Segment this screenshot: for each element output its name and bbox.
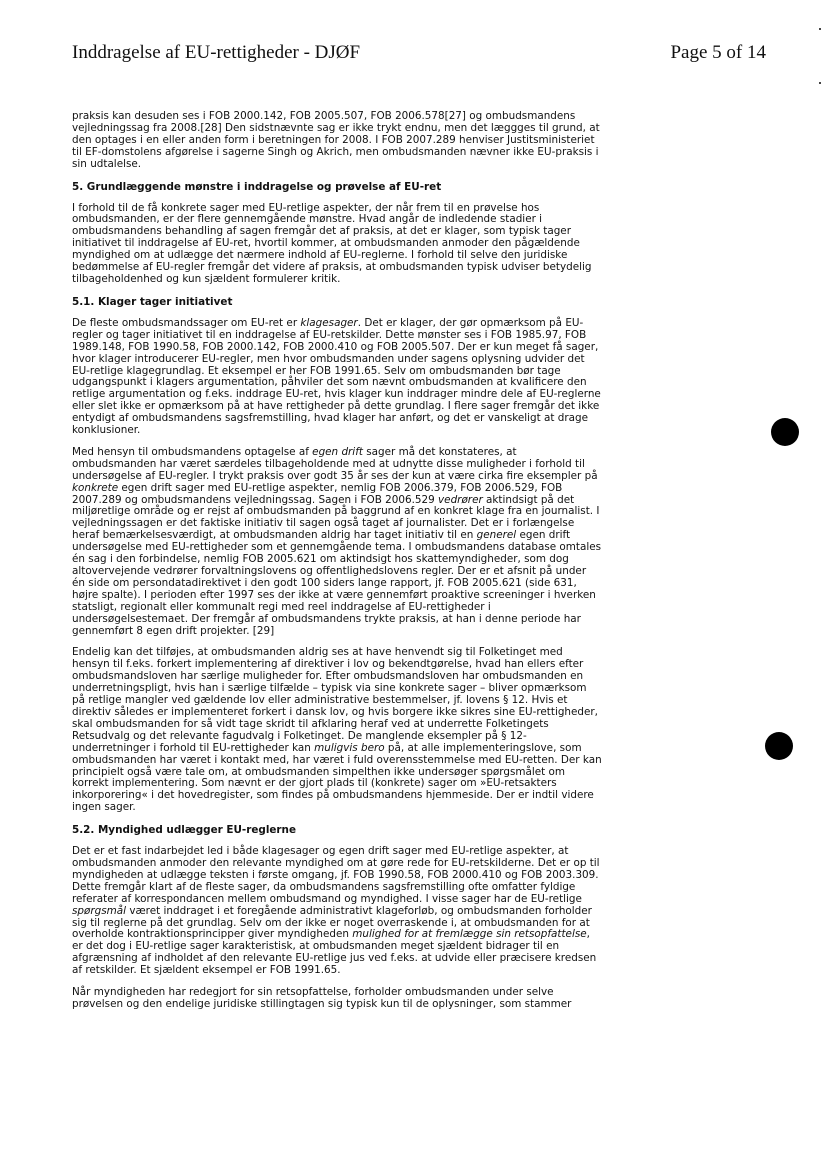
section-5-2-heading: 5.2. Myndighed udlægger EU-reglerne <box>72 824 297 837</box>
margin-punch-hole <box>765 732 793 760</box>
scan-speck <box>819 82 821 84</box>
section-5-2-paragraph-2: Når myndigheden har redegjort for sin retsopfattelse, forholder ombudsmanden under selve prøvelsen og den endelige juridiske stillingtagen sig typisk kun til de oplysninger, som stammer <box>72 986 572 1010</box>
section-5-paragraph: I forhold til de få konkrete sager med EU-retlige aspekter, der når frem til en prøvelse hos ombudsmanden, er der flere gennemgående mønstre. Hvad angår de indledende stadier i ombudsmandens behandling af sagen fremgår det af praksis, at det er klager, som typisk tager initiativet til inddragelse af EU-ret, hvortil kommer, at ombudsmanden anmoder den pågældende myndighed om at udlægge det nærmere indhold af EU-reglerne. I forhold til selve den juridiske bedømmelse af EU-regler fremgår det videre af praksis, at ombudsmanden typisk udviser betydelig tilbageholdenhed og kun sjældent formulerer kritik. <box>72 201 592 285</box>
scan-speck <box>819 28 821 30</box>
section-5-2-paragraph-1: Det er et fast indarbejdet led i både klagesager og egen drift sager med EU-retlige aspekter, at ombudsmanden anmoder den relevante myndighed om at gøre rede for EU-retskilderne. Det er op til myndigheden at udlægge teksten i første omgang, jf. FOB 1990.58, FOB 2000.410 og FOB 2003.309. Dette fremgår klart af de fleste sager, da ombudsmandens sagsfremstilling ofte omfatter fyldige referater af korrespondancen mellem ombudsmand og myndighed. I visse sager har de EU-retlige spørgsmål været inddraget i et foregående administrativt klageforløb, og ombudsmanden forholder sig til reglerne på det grundlag. Selv om der ikke er noget overraskende i, at ombudsmanden for at overholde kontraktionsprincipper giver myndigheden mulighed for at fremlægge sin retsopfattelse, er det dog i EU-retlige sager karakteristisk, at ombudsmanden meget sjældent bidrager til en afgrænsning af indholdet af den relevante EU-retlige jus ved f.eks. at udvide eller præcisere kredsen af retskilder. Et sjældent eksempel er FOB 1991.65. <box>72 845 600 977</box>
document-body <box>72 111 602 1021</box>
section-5-heading: 5. Grundlæggende mønstre i inddragelse og prøvelse af EU-ret <box>72 180 442 193</box>
document-title: Inddragelse af EU-rettigheder - DJØF <box>72 42 361 63</box>
margin-punch-hole <box>771 418 799 446</box>
section-5-1-paragraph-3: Endelig kan det tilføjes, at ombudsmanden aldrig ses at have henvendt sig til Folketinget med hensyn til f.eks. forkert implementering af direktiver i lov og bekendtgørelse, hvad han ellers efter ombudsmandsloven har særlige muligheder for. Efter ombudsmandsloven har ombudsmanden en underretningspligt, hvis han i særlige tilfælde – typisk via sine konkrete sager – bliver opmærksom på retlige mangler ved gældende lov eller administrative bestemmelser, jf. lovens § 12. Hvis et direktiv således er implementeret forkert i dansk lov, og hvis borgere ikke sikres sine EU-rettigheder, skal ombudsmanden for så vidt tage skridt til afklaring heraf ved at underrette Folketingets Retsudvalg og det relevante fagudvalg i Folketinget. De manglende eksempler på § 12-underretninger i forhold til EU-rettigheder kan muligvis bero på, at alle implementeringslove, som ombudsmanden har været i kontakt med, har været i fuld overensstemmelse med EU-retten. Der kan principielt også være tale om, at ombudsmanden simpelthen ikke undersøger spørgsmålet om korrekt implementering. Som nævnt er der gjort plads til (konkrete) sager om »EU-retsakters inkorporering« i det hovedregister, som findes på ombudsmandens hjemmeside. Der er indtil videre ingen sager. <box>72 646 602 814</box>
section-5-1-heading: 5.1. Klager tager initiativet <box>72 295 233 308</box>
section-5-1-paragraph-1: De fleste ombudsmandssager om EU-ret er klagesager. Det er klager, der gør opmærksom på EU-regler og tager initiativet til en inddragelse af EU-retskilder. Dette mønster ses i FOB 1985.97, FOB 1989.148, FOB 1990.58, FOB 2000.142, FOB 2000.410 og FOB 2005.507. Der er kun meget få sager, hvor klager introducerer EU-regler, men hvor ombudsmanden under sagens oplysning udvider det EU-retlige klagegrundlag. Et eksempel er her FOB 1991.65. Selv om ombudsmanden bør tage udgangspunkt i klagers argumentation, påhviler det som nævnt ombudsmanden at kvalificere den retlige argumentation og f.eks. inddrage EU-ret, hvis klager kun inddrager mindre dele af EU-reglerne eller slet ikke er opmærksom på at have rettigheder på dette grundlag. I flere sager fremgår det ikke entydigt af ombudsmandens sagsfremstilling, hvad klager har anført, og det er vanskeligt at drage konklusioner. <box>72 316 601 437</box>
page-header <box>72 42 766 72</box>
intro-paragraph: praksis kan desuden ses i FOB 2000.142, FOB 2005.507, FOB 2006.578[27] og ombudsmandens vejledningssag fra 2008.[28] Den sidstnævnte sag er ikke trykt endnu, men det læggges til grund, at den optages i en eller anden form i beretningen for 2008. I FOB 2007.289 henviser Justitsministeriet til EF-domstolens afgørelse i sagerne Singh og Akrich, men ombudsmanden nævner ikke EU-praksis i sin udtalelse. <box>72 110 600 170</box>
page-number: Page 5 of 14 <box>670 42 766 63</box>
section-5-1-paragraph-2: Med hensyn til ombudsmandens optagelse af egen drift sager må det konstateres, at ombudsmanden har været særdeles tilbageholdende med at udnytte disse muligheder i forhold til undersøgelse af EU-regler. I trykt praksis over godt 35 år ses der kun at være cirka fire eksempler på konkrete egen drift sager med EU-retlige aspekter, nemlig FOB 2006.379, FOB 2006.529, FOB 2007.289 og ombudsmandens vejledningssag. Sagen i FOB 2006.529 vedrører aktindsigt på det miljøretlige område og er rejst af ombudsmanden på baggrund af en konkret klage fra en journalist. I vejledningssagen er det faktiske initiativ til sagen også taget af journalister. Det er i forlængelse heraf bemærkelsesværdigt, at ombudsmanden aldrig har taget initiativ til en generel egen drift undersøgelse med EU-rettigheder som et gennemgående tema. I ombudsmandens database omtales én sag i den forbindelse, nemlig FOB 2005.621 om aktindsigt hos skattemyndigheder, som dog altovervejende vedrører forvaltningslovens og offentlighedslovens regler. Der er et afsnit på under én side om persondatadirektivet i den godt 100 siders lange rapport, jf. FOB 2005.621 (side 631, højre spalte). I perioden efter 1997 ses der ikke at være gennemført proaktive screeninger i hverken statsligt, regionalt eller kommunalt regi med reel inddragelse af EU-rettigheder i undersøgelsestemaet. Der fremgår af ombudsmandens trykte praksis, at han i denne periode har gennemført 8 egen drift projekter. [29] <box>72 445 602 637</box>
